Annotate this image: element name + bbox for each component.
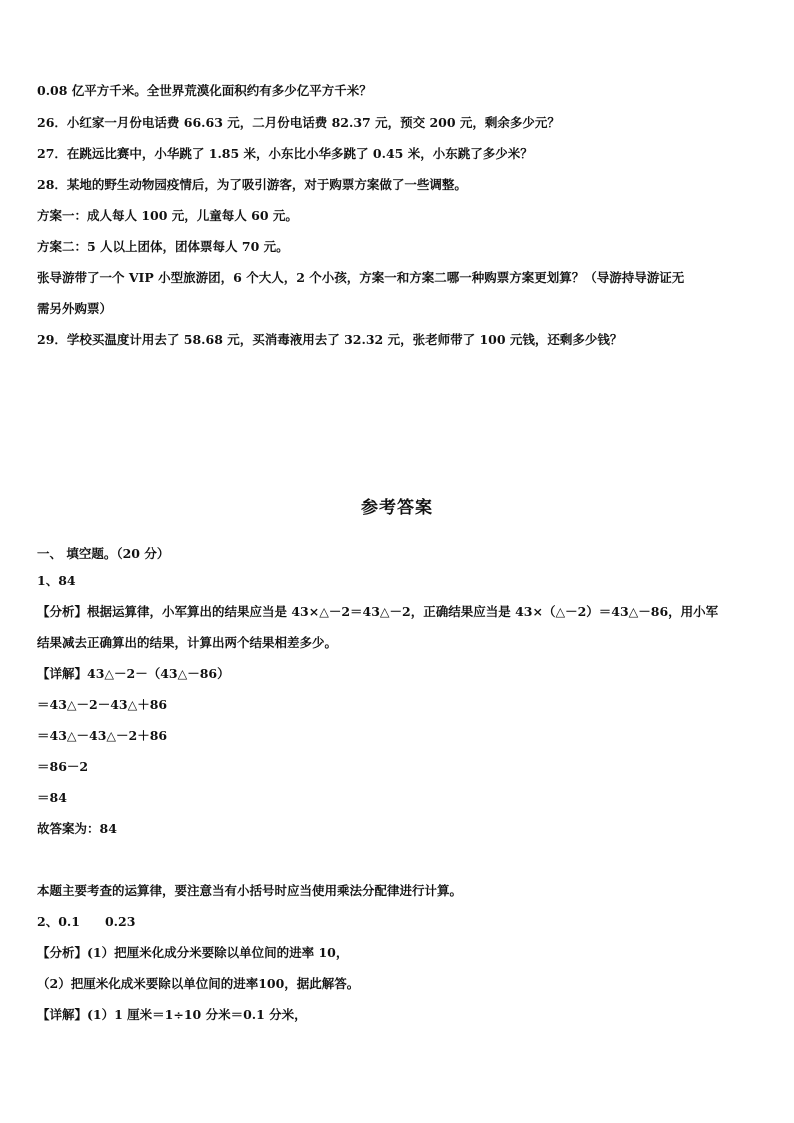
answer-1-conclusion: 故答案为：84	[37, 821, 117, 836]
section-heading: 一、 填空题。（20 分）	[37, 546, 170, 561]
question-27: 27．在跳远比赛中，小华跳了 1.85 米，小东比小华多跳了 0.45 米，小东跳了多少米？	[37, 146, 533, 161]
answer-1-head: 1、84	[37, 573, 76, 588]
answer-1-analysis-line-2: 结果减去正确算出的结果，计算出两个结果相差多少。	[37, 635, 338, 650]
answer-1-analysis-line-1: 【分析】根据运算律，小军算出的结果应当是 43×△－2＝43△－2，正确结果应当是 43×（△－2）＝43△－86，用小军	[37, 604, 719, 619]
plan-one: 方案一：成人每人 100 元，儿童每人 60 元。	[37, 208, 298, 223]
answer-2-detail-line-1: 【详解】(1）1 厘米＝1÷10 分米＝0.1 分米，	[37, 1007, 307, 1022]
question-28-detail-line-2: 需另外购票）	[37, 301, 113, 316]
question-26: 26．小红家一月份电话费 66.63 元，二月份电话费 82.37 元，预交 200 元，剩余多少元？	[37, 115, 560, 130]
question-28: 28．某地的野生动物园疫情后，为了吸引游客，对于购票方案做了一些调整。	[37, 177, 467, 192]
answer-1-comment: 本题主要考查的运算律，要注意当有小括号时应当使用乘法分配律进行计算。	[37, 883, 463, 898]
answer-1-detail-line-1: 【详解】43△－2－（43△－86）	[37, 666, 230, 681]
answer-1-detail-line-2: ＝43△－2－43△＋86	[37, 697, 168, 712]
answer-2-head: 2、0.1 0.23	[37, 914, 136, 929]
plan-two: 方案二：5 人以上团体，团体票每人 70 元。	[37, 239, 289, 254]
answer-1-detail-line-5: ＝84	[37, 790, 67, 805]
answer-1-detail-line-4: ＝86－2	[37, 759, 89, 774]
question-29: 29．学校买温度计用去了 58.68 元，买消毒液用去了 32.32 元，张老师带了 100 元钱，还剩多少钱？	[37, 332, 623, 347]
answers-title: 参考答案	[361, 498, 433, 518]
answer-1-detail-line-3: ＝43△－43△－2＋86	[37, 728, 168, 743]
answer-2-analysis-line-2: （2）把厘米化成米要除以单位间的进率100，据此解答。	[37, 976, 360, 991]
question-28-detail-line-1: 张导游带了一个 VIP 小型旅游团，6 个大人，2 个小孩，方案一和方案二哪一种购票方案更划算？（导游持导游证无	[37, 270, 685, 285]
answer-2-analysis-line-1: 【分析】(1）把厘米化成分米要除以单位间的进率 10，	[37, 945, 349, 960]
question-25-tail: 0.08 亿平方千米。全世界荒漠化面积约有多少亿平方千米？	[37, 83, 372, 98]
